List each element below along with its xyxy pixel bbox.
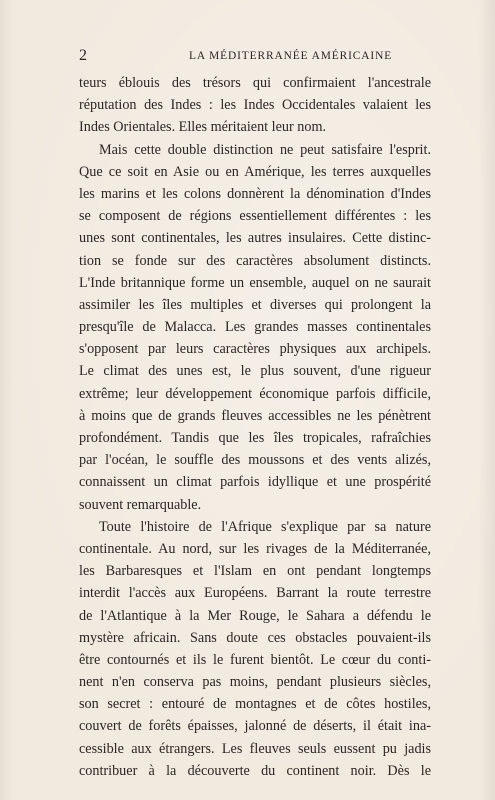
text-line: Le climat des unes est, le plus souvent, d'une rigueur [79,363,431,380]
text-line: se composent de régions essentiellement différentes : les [79,208,431,225]
paragraph [79,72,431,139]
text-line: par l'océan, le souffle des moussons et des vents alizés, [79,452,431,469]
text-line: teurs éblouis des trésors qui confirmaient l'ancestrale [79,75,431,91]
text-line: cessible aux étrangers. Les fleuves seuls eussent pu jadis [79,740,431,757]
text-line: les marins et les colons donnèrent la dénomination d'Indes [79,185,431,202]
running-head [79,47,431,67]
text-line: unes sont continentales, les autres insulaires. Cette distinc- [79,230,431,247]
text-line: son secret : entouré de montagnes et de côtes hostiles, [79,696,431,713]
page-number: 2 [79,47,88,64]
text-line: L'Inde britannique forme un ensemble, auquel on ne saurait [79,274,431,291]
text-line: à moins que de grands fleuves accessibles ne les pénètrent [79,407,431,424]
text-line: extrême; leur développement économique parfois difficile, [79,385,431,402]
text-line: s'opposent par leurs caractères physiques aux archipels. [79,341,431,358]
text-line: souvent remarquable. [79,496,202,513]
text-line: nent n'en conserva pas moins, pendant plusieurs siècles, [79,674,431,691]
text-line: tion se fonde sur des caractères absolument distincts. [79,252,431,269]
text-line: mystère africain. Sans doute ces obstacles pouvaient-ils [79,629,431,646]
text-line: les Barbaresques et l'Islam en ont pendant longtemps [79,563,431,580]
text-line: Toute l'histoire de l'Afrique s'explique par sa nature [99,518,431,535]
text-line: profondément. Tandis que les îles tropicales, rafraîchies [79,430,431,446]
text-line: interdit l'accès aux Européens. Barrant la route terrestre [79,585,431,602]
paragraph [79,516,431,782]
text-line: Que ce soit en Asie ou en Amérique, les terres auxquelles [79,163,431,180]
running-title: LA MÉDITERRANÉE AMÉRICAINE [189,50,393,62]
paragraph [79,139,431,516]
text-line: Indes Orientales. Elles méritaient leur nom. [79,119,327,136]
text-line: Mais cette double distinction ne peut satisfaire l'esprit. [99,141,431,158]
text-line: assimiler les îles multiples et diverses qui prolongent la [79,296,431,313]
text-line: presqu'île de Malacca. Les grandes masses continentales [79,319,431,336]
text-line: être contournés et ils le furent bientôt. Le cœur du conti- [79,651,431,668]
text-line: continentale. Au nord, sur les rivages de la Méditerranée, [79,540,431,557]
text-line: de l'Atlantique à la Mer Rouge, le Sahara a défendu le [79,607,431,624]
text-line: contribuer à la découverte du continent noir. Dès le [79,762,431,779]
body-text [79,72,431,782]
text-line: connaissent un climat parfois idyllique et une prospérité [79,474,431,491]
text-line: réputation des Indes : les Indes Occidentales valaient les [79,97,431,114]
text-line: couvert de forêts épaisses, jalonné de déserts, il était ina- [79,718,431,735]
